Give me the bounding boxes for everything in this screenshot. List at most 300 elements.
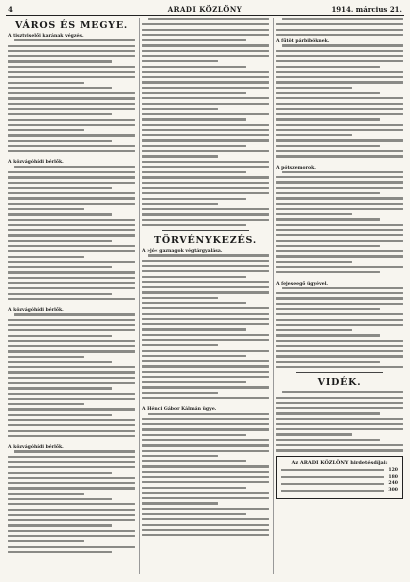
ad-rate-value: 180 <box>388 474 398 480</box>
text-line <box>142 39 246 41</box>
text-line <box>8 509 135 511</box>
text-line <box>8 45 135 47</box>
text-line <box>142 286 269 288</box>
text-line <box>142 213 269 215</box>
text-line <box>276 292 403 294</box>
text-line <box>276 313 403 315</box>
text-line <box>142 66 246 68</box>
text-line <box>8 119 135 121</box>
text-line <box>142 265 269 267</box>
text-line <box>276 176 403 178</box>
text-line <box>276 34 403 36</box>
page-number: 4 <box>8 5 13 14</box>
text-line <box>276 92 380 94</box>
text-line <box>142 481 269 483</box>
text-line <box>276 139 403 141</box>
article-body <box>142 18 269 226</box>
article-body <box>276 44 403 157</box>
text-line <box>142 150 269 152</box>
text-line <box>276 203 403 205</box>
text-line <box>8 298 135 300</box>
text-line <box>276 240 403 242</box>
text-line <box>8 224 135 226</box>
text-line <box>8 150 135 152</box>
column-separator <box>273 18 274 574</box>
text-line <box>142 108 218 110</box>
text-line <box>276 397 403 399</box>
text-line <box>142 471 269 473</box>
text-line <box>8 530 135 532</box>
text-line <box>8 213 112 215</box>
text-line <box>142 339 269 341</box>
text-line <box>142 103 269 105</box>
text-line <box>142 497 269 499</box>
text-line <box>8 356 84 358</box>
text-line <box>142 203 218 205</box>
text-line <box>8 371 135 373</box>
text-line <box>142 198 246 200</box>
text-line <box>142 118 246 120</box>
text-line <box>8 266 112 268</box>
text-line <box>142 371 269 373</box>
text-line <box>276 29 403 31</box>
text-line <box>142 23 269 25</box>
text-line <box>14 313 135 315</box>
text-line <box>276 329 352 331</box>
text-line <box>142 386 269 388</box>
ad-rate-value: 240 <box>388 481 398 487</box>
newspaper-page <box>6 4 404 578</box>
text-line <box>276 113 403 115</box>
text-line <box>142 297 218 299</box>
ad-rates-title: Az ARADI KÖZLÖNY hirdetésdíjai: <box>291 459 388 466</box>
article-lead: A pótszemorok. <box>276 165 316 171</box>
text-line <box>142 350 269 352</box>
text-line <box>8 60 112 62</box>
text-line <box>276 71 403 73</box>
text-line <box>276 76 403 78</box>
section-title-videk: VIDÉK. <box>317 377 362 389</box>
text-line <box>142 476 269 478</box>
text-line <box>276 129 403 131</box>
text-line <box>8 113 112 115</box>
text-line <box>142 161 269 163</box>
text-line <box>8 129 84 131</box>
text-line <box>276 423 403 425</box>
text-line <box>8 424 135 426</box>
text-line <box>276 334 380 336</box>
text-line <box>142 92 246 94</box>
text-line <box>8 461 135 463</box>
text-line <box>142 455 218 457</box>
text-line <box>8 387 112 389</box>
text-line <box>142 465 269 467</box>
text-line <box>142 192 269 194</box>
text-line <box>8 487 135 489</box>
text-line <box>8 535 135 537</box>
text-line <box>276 145 380 147</box>
text-line <box>8 466 135 468</box>
masthead: ARADI KÖZLÖNY <box>167 5 243 14</box>
text-line <box>142 302 246 304</box>
text-line <box>276 366 403 368</box>
text-line <box>8 345 135 347</box>
article-lead: A fejeseegő ügyével. <box>276 281 329 287</box>
text-line <box>142 460 246 462</box>
text-line <box>142 392 218 394</box>
article-lead: A közvágóhídi bérlők. <box>8 160 64 166</box>
text-line <box>276 155 403 157</box>
section-divider <box>296 372 383 373</box>
text-line <box>8 393 135 395</box>
text-line <box>276 255 403 257</box>
text-line <box>142 307 269 309</box>
text-line <box>276 234 403 236</box>
text-line <box>8 361 112 363</box>
text-line <box>142 513 246 515</box>
text-line <box>142 55 269 57</box>
text-line <box>8 403 84 405</box>
ad-rate-row <box>281 481 398 486</box>
text-line <box>8 124 135 126</box>
text-line <box>276 81 403 83</box>
article-body <box>142 254 269 399</box>
text-line <box>142 344 218 346</box>
article-lead: A Hénci Gábor Kálmán ügye. <box>142 407 217 413</box>
text-line <box>142 334 269 336</box>
column-3 <box>276 18 403 499</box>
text-line <box>8 287 135 289</box>
text-line <box>142 71 269 73</box>
text-line <box>276 449 403 451</box>
article-lead: A »jó« gaznagok végtárgyalása. <box>142 249 223 255</box>
text-line <box>148 254 269 256</box>
text-line <box>8 134 135 136</box>
issue-date: 1914. március 21. <box>331 5 402 14</box>
text-line <box>8 477 135 479</box>
text-line <box>8 419 135 421</box>
text-line <box>8 256 84 258</box>
text-line <box>14 166 135 168</box>
text-line <box>8 145 135 147</box>
text-line <box>276 261 352 263</box>
text-line <box>8 324 135 326</box>
text-line <box>142 171 246 173</box>
text-line <box>8 319 135 321</box>
article-body <box>8 450 135 553</box>
text-line <box>142 318 269 320</box>
text-line <box>8 197 135 199</box>
article-lead: A közvágóhídi bérlők. <box>8 308 64 314</box>
text-line <box>142 81 269 83</box>
text-line <box>8 551 112 553</box>
ad-rate-row <box>281 488 398 493</box>
text-line <box>8 234 135 236</box>
text-line <box>8 71 135 73</box>
text-line <box>142 529 269 531</box>
text-line <box>8 203 135 205</box>
text-line <box>276 361 380 363</box>
text-line <box>8 282 135 284</box>
text-line <box>276 308 380 310</box>
text-line <box>276 271 380 273</box>
text-line <box>282 18 403 20</box>
text-line <box>142 418 269 420</box>
text-line <box>8 108 135 110</box>
text-line <box>8 377 135 379</box>
text-line <box>8 250 135 252</box>
text-line <box>276 213 352 215</box>
text-line <box>8 271 135 273</box>
text-line <box>142 365 269 367</box>
text-line <box>276 103 403 105</box>
text-line <box>8 524 112 526</box>
text-line <box>142 34 269 36</box>
text-line <box>276 350 403 352</box>
text-line <box>8 329 135 331</box>
text-line <box>8 398 135 400</box>
text-line <box>276 181 403 183</box>
text-line <box>142 434 246 436</box>
text-line <box>276 402 403 404</box>
text-line <box>8 187 112 189</box>
text-line <box>8 87 112 89</box>
text-line <box>142 219 269 221</box>
text-line <box>8 176 135 178</box>
text-line <box>276 87 352 89</box>
text-line <box>276 134 352 136</box>
text-line <box>276 355 403 357</box>
text-line <box>142 182 269 184</box>
text-line <box>8 261 135 263</box>
text-line <box>8 519 135 521</box>
text-line <box>8 340 135 342</box>
text-line <box>8 335 112 337</box>
text-line <box>142 44 269 46</box>
text-line <box>142 208 269 210</box>
column-2 <box>142 18 269 539</box>
article-body <box>142 413 269 537</box>
text-line <box>8 414 112 416</box>
text-line <box>276 229 403 231</box>
header-rule <box>6 15 404 16</box>
article-lead: A közvágóhídi bérlők. <box>8 445 64 451</box>
text-line <box>142 376 269 378</box>
text-line <box>282 391 403 393</box>
text-line <box>8 277 135 279</box>
text-line <box>148 413 269 415</box>
text-line <box>8 430 135 432</box>
text-line <box>276 433 352 435</box>
text-line <box>142 129 269 131</box>
text-line <box>142 270 269 272</box>
article-body <box>276 18 403 36</box>
text-line <box>276 218 380 220</box>
text-line <box>276 266 403 268</box>
text-line <box>142 397 269 399</box>
text-line <box>276 187 403 189</box>
text-line <box>142 534 269 536</box>
text-line <box>8 245 135 247</box>
text-line <box>276 150 403 152</box>
text-line <box>8 219 135 221</box>
text-line <box>8 192 135 194</box>
section-title-torvenykezes: TÖRVÉNYKEZÉS. <box>154 235 257 247</box>
article-body <box>8 39 135 152</box>
text-line <box>276 192 380 194</box>
text-line <box>8 435 135 437</box>
text-line <box>276 439 380 441</box>
text-line <box>8 503 135 505</box>
text-line <box>142 502 218 504</box>
text-line <box>276 97 403 99</box>
text-line <box>142 276 246 278</box>
text-line <box>8 472 112 474</box>
text-line <box>276 428 403 430</box>
text-line <box>8 229 135 231</box>
text-line <box>142 487 246 489</box>
text-line <box>142 428 269 430</box>
text-line <box>8 55 135 57</box>
text-line <box>8 97 135 99</box>
text-line <box>142 328 246 330</box>
text-line <box>276 108 403 110</box>
text-line <box>142 224 246 226</box>
advertising-rates-box <box>276 456 403 500</box>
text-line <box>8 366 135 368</box>
text-line <box>142 381 246 383</box>
text-line <box>8 240 112 242</box>
text-line <box>276 208 403 210</box>
text-line <box>8 103 135 105</box>
text-line <box>142 323 269 325</box>
text-line <box>8 456 135 458</box>
column-1 <box>8 18 135 556</box>
text-line <box>142 134 269 136</box>
text-line <box>142 155 218 157</box>
text-line <box>8 208 84 210</box>
text-line <box>8 76 135 78</box>
article-lead: A tisztviselői karának végzés. <box>8 34 84 39</box>
article-body <box>276 391 403 451</box>
text-line <box>276 118 380 120</box>
text-line <box>276 50 403 52</box>
text-line <box>276 324 403 326</box>
text-line <box>8 182 135 184</box>
text-line <box>142 355 246 357</box>
text-line <box>142 518 269 520</box>
text-line <box>8 82 84 84</box>
text-line <box>276 444 403 446</box>
column-separator <box>139 18 140 574</box>
text-line <box>8 482 135 484</box>
text-line <box>8 92 135 94</box>
text-line <box>142 139 269 141</box>
text-line <box>142 187 269 189</box>
text-line <box>8 50 135 52</box>
text-line <box>276 245 380 247</box>
text-line <box>142 97 269 99</box>
text-line <box>142 166 269 168</box>
article-body <box>8 313 135 437</box>
text-line <box>142 291 269 293</box>
ad-rate-value: 120 <box>388 467 398 473</box>
ad-rate-row <box>281 474 398 479</box>
section-title-varos: VÁROS ÉS MEGYE. <box>15 20 128 31</box>
text-line <box>276 124 403 126</box>
text-line <box>14 39 135 41</box>
text-line <box>276 250 403 252</box>
text-line <box>276 303 403 305</box>
text-line <box>142 492 269 494</box>
ad-rate-row <box>281 468 398 473</box>
text-line <box>276 418 403 420</box>
text-line <box>142 145 246 147</box>
text-line <box>8 382 135 384</box>
text-line <box>148 18 269 20</box>
text-line <box>276 197 403 199</box>
text-line <box>142 124 269 126</box>
text-line <box>8 546 135 548</box>
text-line <box>8 493 84 495</box>
text-line <box>282 287 403 289</box>
text-line <box>276 297 403 299</box>
text-line <box>276 345 403 347</box>
text-line <box>276 66 380 68</box>
ad-rate-value: 300 <box>388 488 398 494</box>
article-body <box>8 166 135 300</box>
text-line <box>8 408 135 410</box>
text-line <box>142 313 269 315</box>
text-line <box>8 350 135 352</box>
text-line <box>142 260 269 262</box>
text-line <box>282 171 403 173</box>
text-line <box>276 319 403 321</box>
text-line <box>8 171 135 173</box>
text-line <box>282 44 403 46</box>
text-line <box>142 87 269 89</box>
article-lead: A fűtöt párbiböknek. <box>276 39 330 45</box>
text-line <box>8 293 112 295</box>
text-line <box>8 498 112 500</box>
text-line <box>276 340 403 342</box>
text-line <box>142 439 269 441</box>
text-line <box>8 514 135 516</box>
text-line <box>276 224 403 226</box>
text-line <box>142 450 269 452</box>
text-line <box>142 60 218 62</box>
text-line <box>14 450 135 452</box>
text-line <box>8 540 84 542</box>
text-line <box>142 76 269 78</box>
text-line <box>142 281 269 283</box>
text-line <box>8 66 135 68</box>
text-line <box>276 23 403 25</box>
text-line <box>142 423 269 425</box>
text-line <box>142 176 269 178</box>
section-divider <box>162 230 249 231</box>
text-line <box>276 55 403 57</box>
text-line <box>276 407 403 409</box>
article-body <box>276 171 403 274</box>
text-line <box>276 412 380 414</box>
text-line <box>142 29 269 31</box>
text-line <box>142 508 269 510</box>
text-line <box>142 444 269 446</box>
text-line <box>142 524 269 526</box>
text-line <box>276 60 403 62</box>
text-line <box>142 360 269 362</box>
